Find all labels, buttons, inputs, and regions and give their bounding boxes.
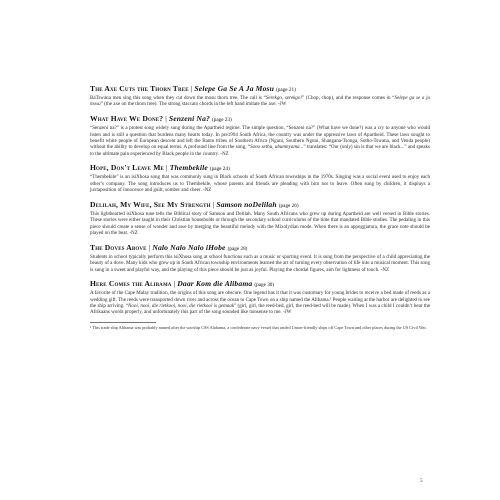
description-text: BaTswana men sing this song when they cut down the mosu thorn tree. The call is “	[90, 95, 266, 101]
song-title: Hope, Don't Leave Me	[90, 163, 165, 173]
page-reference: (page 26)	[278, 202, 299, 209]
song-entry	[90, 200, 430, 236]
page-reference: (page 21)	[276, 87, 296, 93]
page-reference: (page 23)	[212, 117, 232, 124]
song-entry	[90, 163, 430, 193]
title-separator: |	[173, 279, 176, 289]
description-text: ” translates: “Our (only) sin is that we are black...” and speaks to the ultimate pain experienced by Black people in the country. -NZ	[90, 144, 431, 157]
description-text: “Senzeni na?” is a protest song widely sung during the Apartheid regime. The simple question, “Senzeni na?” (What have we done?) was a cry to anyone who would listen and is still a question that burdens many hearts today. In pre1994 South Africa, the country was under the oppressive laws of Apartheid. These laws sought to benefit white people of European descent and left the Bantu tribes of Southern Africa (Nguni, Southern Nguni, Shangana-Tsonga, Sotho-Tswana, and Venda people) without the ability to develop on equal terms. A profound line from the song, “	[90, 125, 430, 151]
title-separator: |	[165, 114, 167, 124]
song-title: The Axe Cuts the Thorn Tree	[90, 84, 189, 93]
description-text: ” (Chop, chop), and the response comes in “	[302, 95, 395, 101]
song-description	[90, 254, 430, 273]
page-reference: (page 28)	[227, 245, 248, 252]
song-original-title: Thembekile	[169, 163, 208, 173]
song-heading	[90, 84, 430, 95]
song-title: Here Comes the Alibama	[90, 279, 172, 289]
title-separator: |	[190, 84, 193, 93]
song-original-title: Samson noDelilah	[216, 199, 277, 209]
song-original-title: Selepe Ga Se A Ja Mosu	[194, 84, 275, 93]
title-separator: |	[212, 199, 215, 209]
song-heading	[90, 163, 430, 174]
description-text: ” (the axe on the thorn tree). The strong staccato chords in the left hand imitate the axe. -JW	[100, 101, 287, 108]
description-text: This lighthearted isiXhosa tune tells the Biblical story of Samson and Delilah. Many South Africans who grew up during Apartheid are well versed in Bible stories. These stories were either taught in their Christian households or through the secondary school curriculums of the time that mandated Bible studies. The pedaling in this piece should create a sense of wonder and awe by merging the beautiful melody with the Mixolydian mode. When there is an appoggiatura, the grace note should be played on the beat. -NZ	[90, 210, 430, 236]
song-heading	[90, 279, 430, 290]
title-separator: |	[166, 163, 168, 173]
song-entry	[90, 279, 430, 315]
description-text: Students in school typically perform this isiXhosa song at school functions such as a music or sporting event. It is sung from the perspective of a child appreciating the beauty of a dove. Many kids who grew up in South African township environments learned the art of turning every observation of life into a musical moment. This song is sung in a sweet and playful way, and the playing of this piece should be just as joyful. Playing the chordal figures, aim for lightness of touch. -NZ	[90, 253, 430, 273]
song-title: What Have We Done?	[90, 114, 164, 124]
lyric-quote: Sono sethu, ubumnyama...	[250, 144, 304, 151]
title-separator: |	[148, 242, 151, 252]
page-reference: (page 24)	[209, 166, 230, 173]
song-heading	[90, 200, 430, 211]
song-original-title: Nalo Nalo Nalo iHobe	[152, 242, 226, 252]
lyric-quote: Serekgo, serekgo!	[265, 95, 303, 101]
song-description	[90, 125, 430, 157]
song-entry	[90, 84, 430, 108]
description-text: “Thembekile” is an isiXhosa song that was commonly sung in Black schools of South African townships in the 1970s. Singing was a social event used to enjoy each other’s company. The song introduces us to Thembekile, whose parents and friends are pleading with him not to leave. Often sung by children, it displays a juxtaposition of innocence and guilt, somber and cheer. -NZ	[90, 174, 430, 194]
song-description	[90, 174, 430, 193]
footnote: ¹ This trade ship Alibama was probably named after the warship CSS Alabama, a confederate navy vessel that raided Union-friendly ships off Cape Town and other places during the US Civil War.	[90, 325, 427, 331]
lyric-quote: Nooi, nooi, die rietkooi, nooi, die rietkooi is gemaak	[127, 303, 235, 310]
song-heading	[90, 243, 430, 254]
page-number: 5	[420, 478, 423, 484]
song-entry	[90, 243, 430, 273]
song-notes-page	[90, 84, 430, 331]
song-heading	[90, 114, 430, 125]
footnote-rule	[90, 322, 156, 323]
description-text: ” (girl, girl, the reed-bed, girl, the reed-bed will be made). When I was a child I couldn’t hear the Afrikaans words properly, and unfortunately this part of the song sounded like nonsense to me. -JW	[90, 303, 430, 316]
song-title: The Doves Above	[90, 242, 147, 252]
song-description	[90, 290, 430, 315]
description-text: A favorite of the Cape Malay tradition, the origins of this song are obscure. One legend has it that it was customary for young brides to receive a bed made of reeds as a wedding gift. The reeds were transported down river and across the ocean to Cape Town on a ship named the Alibama.¹ People waiting at the harbor are delighted to see the ship arriving. “	[90, 290, 430, 310]
song-original-title: Daar Kom die Alibama	[177, 279, 253, 289]
lyric-quote: Selepe ga se a ja mosu	[90, 95, 431, 108]
song-description	[90, 95, 430, 108]
page-reference: (page 30)	[254, 282, 275, 289]
song-entry	[90, 114, 430, 157]
song-description	[90, 211, 430, 236]
song-title: Delilah, My Wife, See My Strength	[90, 199, 211, 209]
song-original-title: Senzeni Na?	[168, 114, 210, 124]
